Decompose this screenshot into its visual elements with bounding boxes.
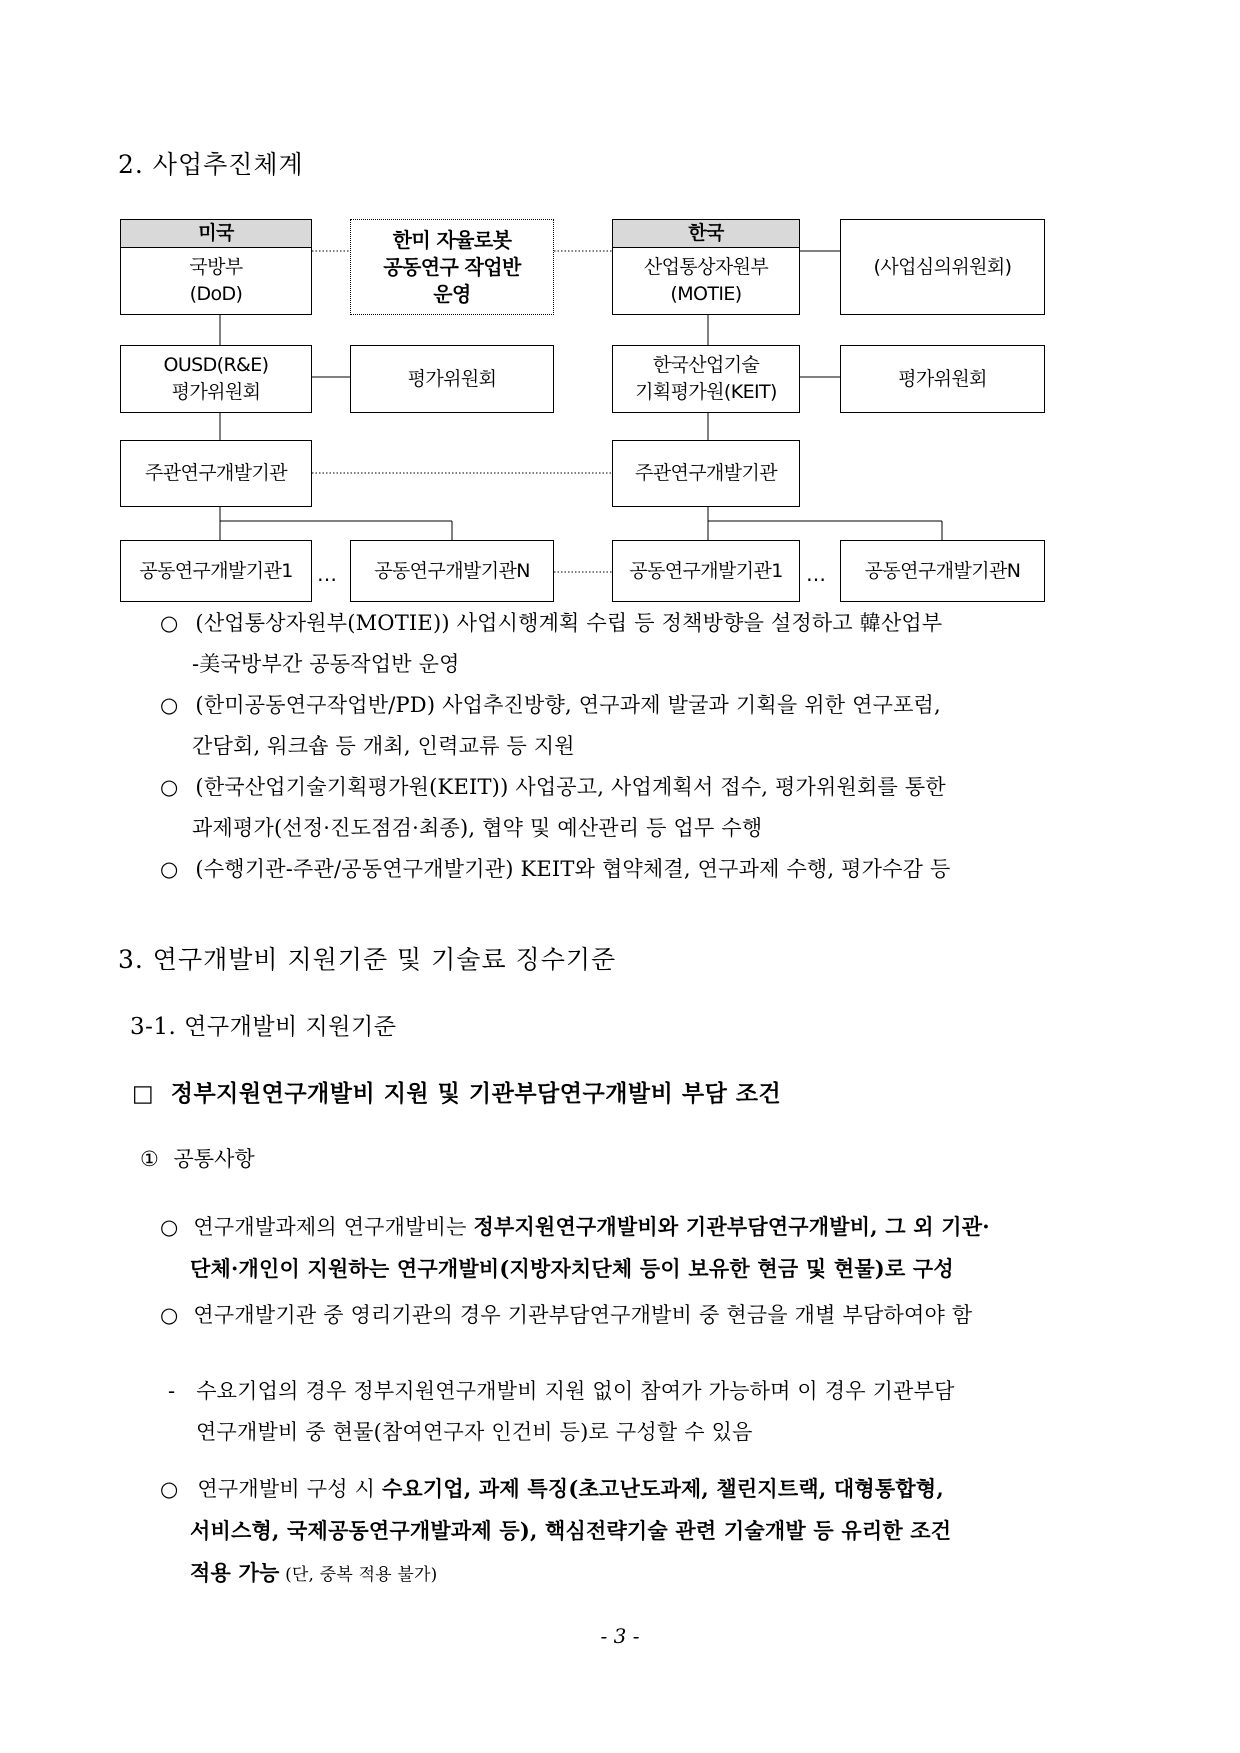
common-items-heading — [140, 1143, 255, 1173]
lead-right-label: 주관연구개발기관 — [634, 462, 778, 484]
paragraph-4 — [160, 1468, 1120, 1596]
ellipsis-right: … — [806, 562, 826, 586]
kr-motie-box — [612, 219, 800, 315]
us-dod-name: 국방부 — [189, 256, 243, 278]
bullet-item — [160, 849, 1120, 890]
section-2-bullets — [160, 603, 1120, 890]
lead-institution-right-box — [612, 440, 800, 507]
kr-motie-abbr: (MOTIE) — [670, 283, 742, 305]
p3-line-1: 수요기업의 경우 정부지원연구개발비 지원 없이 참여가 가능하며 이 경우 기관부담 — [196, 1379, 955, 1403]
common-items-text: 공통사항 — [173, 1147, 255, 1171]
co-institution-1-right-box — [612, 540, 800, 602]
committee-box — [840, 219, 1045, 315]
joint-line-3: 운영 — [433, 281, 471, 306]
us-dod-box — [120, 219, 312, 315]
joint-line-2: 공동연구 작업반 — [383, 254, 521, 279]
section-3-1-title: 3-1. 연구개발비 지원기준 — [130, 1014, 397, 1040]
bullet-text-cont: -美국방부간 공동작업반 운영 — [192, 652, 460, 676]
condition-heading — [132, 1075, 781, 1108]
p1-bold-1: 정부지원연구개발비와 기관부담연구개발비, 그 외 기관· — [473, 1214, 990, 1239]
co-institution-n-right-box — [840, 540, 1045, 602]
bullet-mark: ○ — [160, 1215, 179, 1239]
p4-bold-2: 서비스형, 국제공동연구개발과제 등), 핵심전략기술 관련 기술개발 등 유리한 조건 — [190, 1518, 952, 1543]
paragraph-3 — [168, 1371, 1120, 1453]
ousd-box — [120, 345, 312, 413]
con-left-label: 공동연구개발기관N — [374, 559, 530, 582]
p1-plain: 연구개발과제의 연구개발비는 — [193, 1215, 474, 1239]
bullet-text-cont: 과제평가(선정·진도점검·최종), 협약 및 예산관리 등 업무 수행 — [192, 816, 763, 840]
joint-line-1: 한미 자율로봇 — [392, 227, 512, 252]
bullet-item — [160, 603, 1120, 685]
joint-working-group-box — [350, 219, 554, 315]
co1-right-label: 공동연구개발기관1 — [629, 559, 783, 582]
bullet-mark: ○ — [160, 1303, 179, 1327]
eval-committee-left-box — [350, 345, 554, 413]
bullet-text: (한미공동연구작업반/PD) 사업추진방향, 연구과제 발굴과 기획을 위한 연구포럼, — [195, 693, 941, 717]
co-institution-1-left-box — [120, 540, 312, 602]
kr-header: 한국 — [613, 220, 799, 248]
bullet-mark: ○ — [160, 611, 179, 635]
bullet-item — [160, 685, 1120, 767]
bullet-text-cont: 간담회, 워크숍 등 개최, 인력교류 등 지원 — [192, 734, 575, 758]
dash-mark: - — [168, 1379, 176, 1403]
page-number: - 3 - — [600, 1624, 640, 1648]
p4-bold-3: 적용 가능 — [190, 1560, 280, 1585]
p3-line-2: 연구개발비 중 현물(참여연구자 인건비 등)로 구성할 수 있음 — [196, 1420, 753, 1444]
lead-institution-left-box — [120, 440, 312, 507]
ousd-line-1: OUSD(R&E) — [163, 354, 269, 376]
eval-right-label: 평가위원회 — [898, 367, 987, 390]
us-dod-abbr: (DoD) — [189, 283, 243, 305]
bullet-mark: ○ — [160, 857, 179, 881]
p2-text: 연구개발기관 중 영리기관의 경우 기관부담연구개발비 중 현금을 개별 부담하여야 함 — [193, 1303, 973, 1327]
paragraph-2 — [160, 1295, 1120, 1336]
p4-plain: 연구개발비 구성 시 — [197, 1477, 382, 1501]
bullet-item — [160, 767, 1120, 849]
keit-line-1: 한국산업기술 — [652, 354, 760, 376]
con-right-label: 공동연구개발기관N — [864, 559, 1021, 582]
keit-line-2: 기획평가원(KEIT) — [635, 381, 777, 403]
us-header: 미국 — [121, 220, 311, 248]
p4-bold-1: 수요기업, 과제 특징(초고난도과제, 챌린지트랙, 대형통합형, — [381, 1476, 944, 1501]
eval-committee-right-box — [840, 345, 1045, 413]
ousd-line-2: 평가위원회 — [171, 381, 261, 403]
bullet-mark: ○ — [160, 693, 179, 717]
bullet-text: (수행기관-주관/공동연구개발기관) KEIT와 협약체결, 연구과제 수행, 평가수감 등 — [195, 857, 951, 881]
bullet-mark: ○ — [160, 1477, 179, 1501]
checkbox-square-icon: □ — [132, 1080, 155, 1107]
bullet-text: (산업통상자원부(MOTIE)) 사업시행계획 수립 등 정책방향을 설정하고 韓산업부 — [195, 611, 943, 635]
p1-bold-2: 단체·개인이 지원하는 연구개발비(지방자치단체 등이 보유한 현금 및 현물)로 구성 — [190, 1256, 954, 1281]
co-institution-n-left-box — [350, 540, 554, 602]
paragraph-1 — [160, 1206, 1120, 1290]
committee-label: (사업심의위원회) — [873, 255, 1012, 278]
section-3-title: 3. 연구개발비 지원기준 및 기술료 징수기준 — [118, 945, 617, 974]
circled-one-icon: ① — [140, 1147, 159, 1171]
bullet-mark: ○ — [160, 775, 179, 799]
lead-left-label: 주관연구개발기관 — [144, 462, 288, 484]
p4-note: (단, 중복 적용 불가) — [279, 1565, 438, 1585]
eval-left-label: 평가위원회 — [407, 367, 497, 390]
section-2-title: 2. 사업추진체계 — [118, 150, 304, 179]
condition-heading-text: 정부지원연구개발비 지원 및 기관부담연구개발비 부담 조건 — [170, 1080, 782, 1107]
kr-motie-name: 산업통상자원부 — [643, 256, 769, 278]
co1-left-label: 공동연구개발기관1 — [139, 559, 293, 582]
ellipsis-left: … — [317, 562, 337, 586]
bullet-text: (한국산업기술기획평가원(KEIT)) 사업공고, 사업계획서 접수, 평가위원회를 통한 — [195, 775, 946, 799]
keit-box — [612, 345, 800, 413]
